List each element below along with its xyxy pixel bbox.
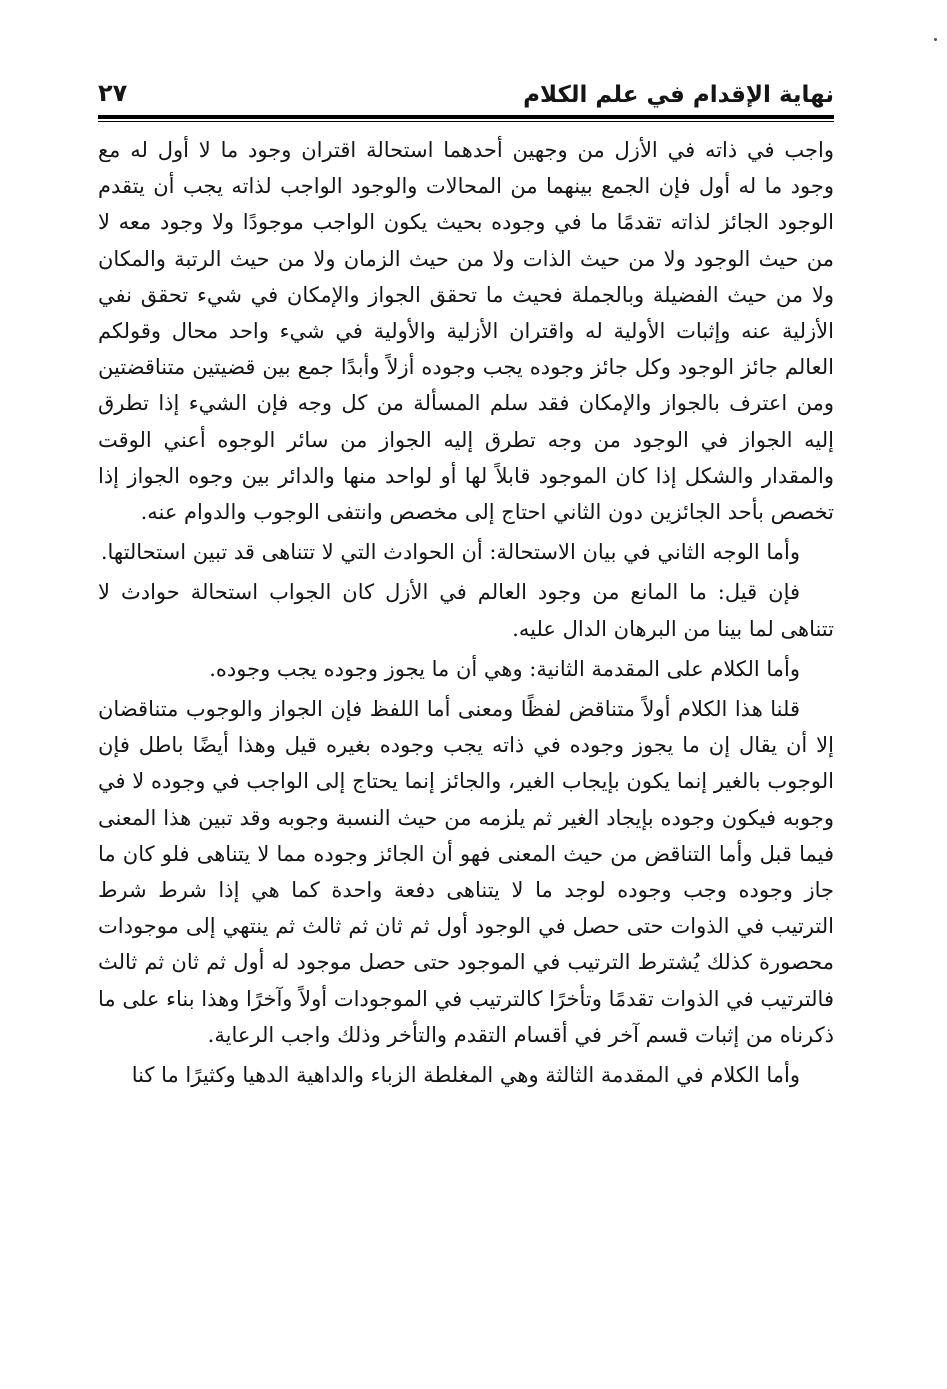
paragraph-2: وأما الوجه الثاني في بيان الاستحالة: أن الحوادث التي لا تتناهى قد تبين استحالتها. (100, 540, 800, 565)
header-rule-thin (98, 121, 834, 122)
paragraph-1: واجب في ذاته في الأزل من وجهين أحدهما استحالة اقتران وجود ما لا أول له مع وجود ما له أول فإن الجمع بينهما من المحالات والوجود الواجب لذاته يجب أن يتقدم الوجود الجائز لذاته تقدمًا ما في وجوده بحيث يكون الواجب موجودًا ولا وجود معه لا من حيث الوجود ولا من حيث الذات ولا من حيث الزمان ولا من حيث الرتبة والمكان ولا من حيث الفضيلة وبالجملة فحيث ما تحقق الجواز والإمكان في شيء تحقق نفي الأزلية عنه وإثبات الأولية له واقتران الأزلية والأولية في شيء واحد محال وقولكم العالم جائز الوجود وكل جائز وجوده يجب وجوده أزلاً وأبدًا جمع بين قضيتين متناقضتين ومن اعترف بالجواز والإمكان فقد سلم المسألة من كل وجه فإن الشيء إذا تطرق إليه الجواز في الوجود من وجه تطرق إليه الجواز من سائر الوجوه أعني الوقت والمقدار والشكل إذا كان الموجود قابلاً لها أو لواحد منها والدائر بين وجوه الجواز إذا تخصص بأحد الجائزين دون الثاني احتاج إلى مخصص وانتفى الوجوب والدوام عنه. (98, 138, 834, 525)
page-number: ٢٧ (98, 79, 128, 107)
scan-speck (934, 38, 937, 41)
paragraph-3: فإن قيل: ما المانع من وجود العالم في الأزل كان الجواب استحالة حوادث لا تتناهى لما بينا من البرهان الدال عليه. (98, 580, 834, 641)
paragraph-4: وأما الكلام على المقدمة الثانية: وهي أن ما يجوز وجوده يجب وجوده. (209, 656, 800, 681)
paragraph-5: قلنا هذا الكلام أولاً متناقض لفظًا ومعنى أما اللفظ فإن الجواز والوجوب متناقضان إلا أن يقال إن ما يجوز وجوده في ذاته يجب وجوده بغيره قيل وهذا أيضًا باطل فإن الوجوب بالغير إنما يكون بإيجاب الغير، والجائز إنما يحتاج إلى الواجب في وجوده لا في وجوبه فيكون وجوده بإيجاد الغير ثم يلزمه من حيث النسبة وجوبه وقد تبين هذا المعنى فيما قبل وأما التناقض من حيث المعنى فهو أن الجائز وجوده مما لا يتناهى فلو كان ما جاز وجوده وجب وجوده لوجد ما لا يتناهى دفعة واحدة كما هي إذا شرط شرط الترتيب في الذوات حتى حصل في الوجود أول ثم ثان ثم ثالث ثم ينتهي إلى موجودات محصورة كذلك يُشترط الترتيب في الموجود حتى حصل موجود له أول ثم ثان ثم ثالث فالترتيب في الذوات تقدمًا وتأخرًا كالترتيب في الموجودات أولاً وآخرًا وهذا بناء على ما ذكرناه من إثبات قسم آخر في أقسام التقدم والتأخر وذلك واجب الرعاية. (98, 697, 834, 1047)
paragraph-6: وأما الكلام في المقدمة الثالثة وهي المغلطة الزباء والداهية الدهيا وكثيرًا ما كنا (131, 1063, 800, 1088)
header-rule-thick (98, 115, 834, 119)
main-text (98, 132, 834, 1093)
book-title: نهاية الإقدام في علم الكلام (523, 82, 834, 108)
running-header (98, 74, 834, 118)
